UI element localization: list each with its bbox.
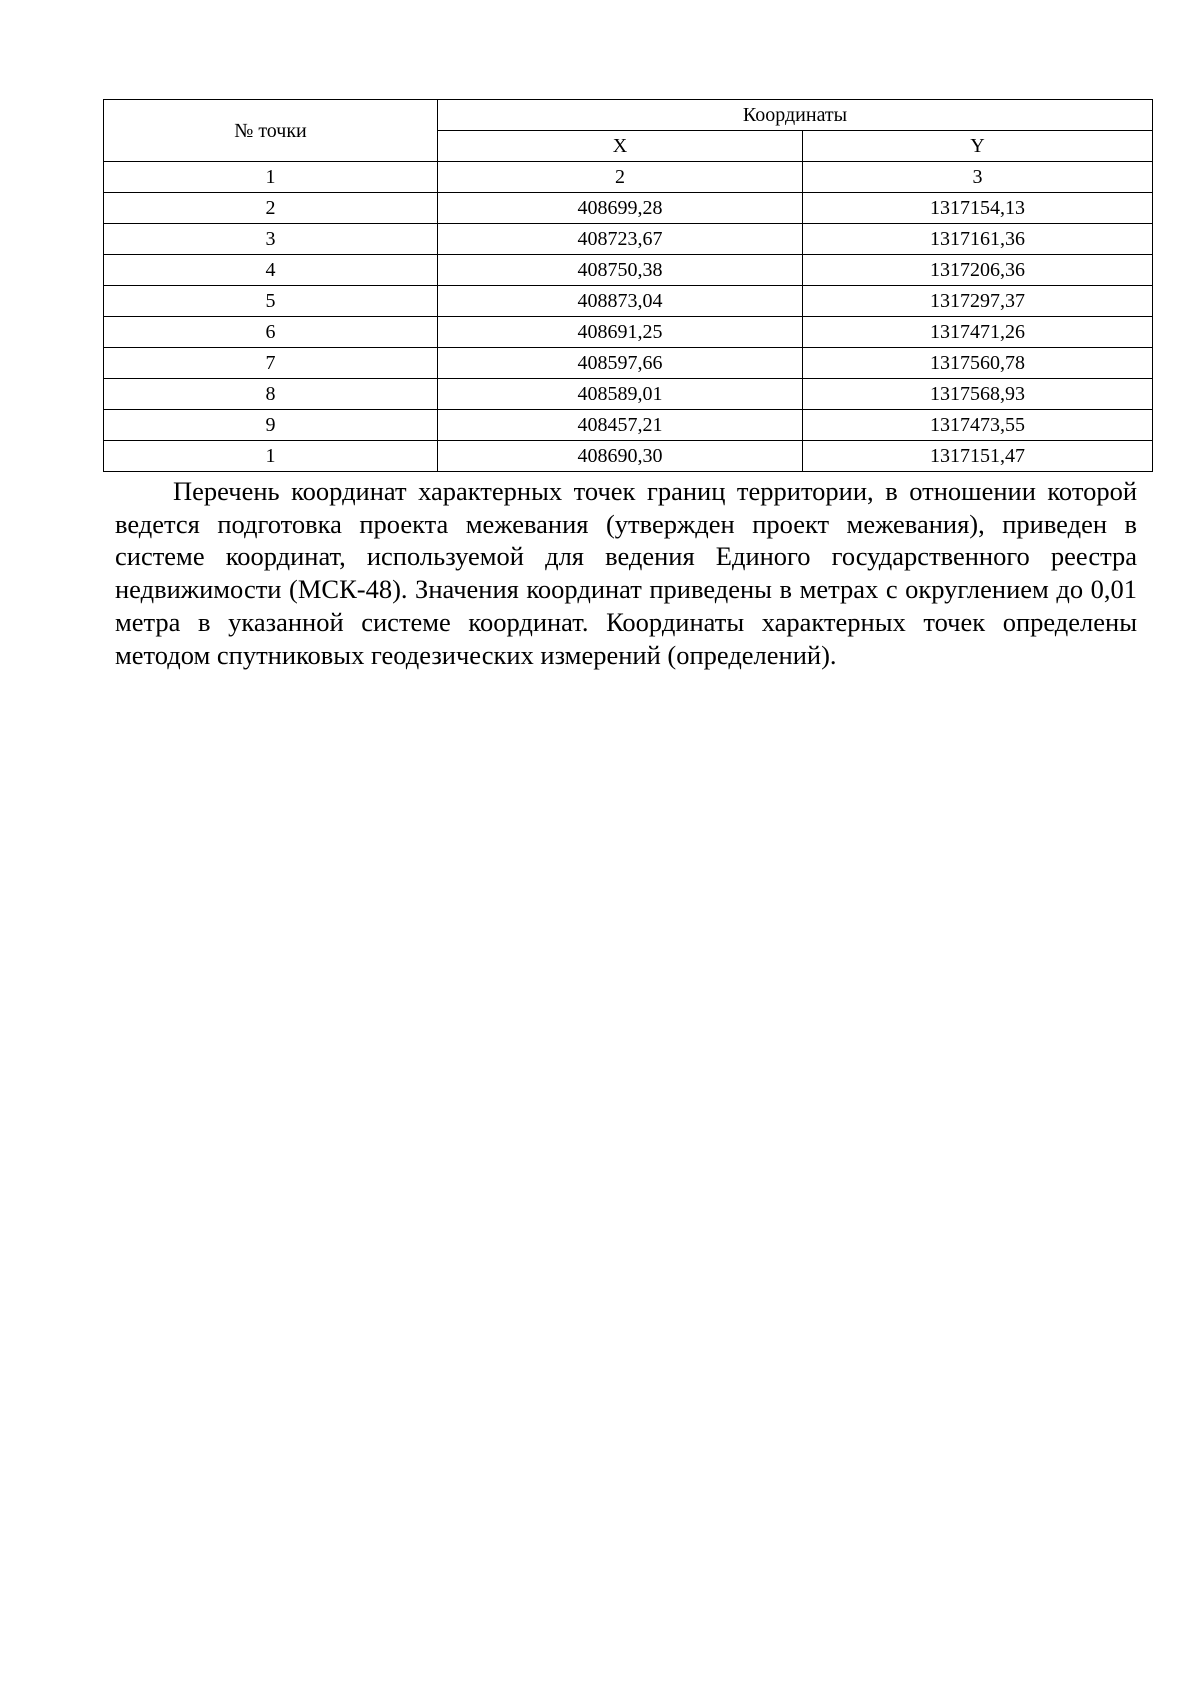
y-header: Y <box>803 131 1153 162</box>
y-cell: 1317471,26 <box>803 317 1153 348</box>
y-cell: 1317154,13 <box>803 193 1153 224</box>
point-cell: 7 <box>104 348 438 379</box>
point-cell: 6 <box>104 317 438 348</box>
point-cell: 9 <box>104 410 438 441</box>
point-cell: 2 <box>104 193 438 224</box>
table-row <box>104 193 1153 224</box>
y-cell: 1317151,47 <box>803 441 1153 472</box>
table-row <box>104 441 1153 472</box>
x-header: X <box>438 131 803 162</box>
point-cell: 5 <box>104 286 438 317</box>
y-cell: 1317161,36 <box>803 224 1153 255</box>
coordinates-header: Координаты <box>438 100 1153 131</box>
column-number: 2 <box>438 162 803 193</box>
point-cell: 4 <box>104 255 438 286</box>
x-cell: 408457,21 <box>438 410 803 441</box>
x-cell: 408723,67 <box>438 224 803 255</box>
table-row <box>104 286 1153 317</box>
column-number: 3 <box>803 162 1153 193</box>
x-cell: 408691,25 <box>438 317 803 348</box>
column-number: 1 <box>104 162 438 193</box>
y-cell: 1317568,93 <box>803 379 1153 410</box>
x-cell: 408690,30 <box>438 441 803 472</box>
x-cell: 408699,28 <box>438 193 803 224</box>
point-number-header: № точки <box>104 100 438 162</box>
table-row <box>104 410 1153 441</box>
coordinates-table <box>103 99 1153 472</box>
x-cell: 408750,38 <box>438 255 803 286</box>
table-row <box>104 255 1153 286</box>
coordinate-system-paragraph: Перечень координат характерных точек границ территории, в отношении которой ведется подготовка проекта межевания (утвержден проект межевания), приведен в системе координат, используемой для ведения Единого государственного реестра недвижимости (МСК-48). Значения координат приведены в метрах с округлением до 0,01 метра в указанной системе координат. Координаты характерных точек определены методом спутниковых геодезических измерений (определений). <box>115 476 1137 670</box>
y-cell: 1317560,78 <box>803 348 1153 379</box>
table-row <box>104 379 1153 410</box>
table-row <box>104 224 1153 255</box>
x-cell: 408589,01 <box>438 379 803 410</box>
x-cell: 408597,66 <box>438 348 803 379</box>
y-cell: 1317206,36 <box>803 255 1153 286</box>
table-row <box>104 317 1153 348</box>
point-cell: 3 <box>104 224 438 255</box>
x-cell: 408873,04 <box>438 286 803 317</box>
point-cell: 8 <box>104 379 438 410</box>
y-cell: 1317297,37 <box>803 286 1153 317</box>
y-cell: 1317473,55 <box>803 410 1153 441</box>
table-row <box>104 348 1153 379</box>
point-cell: 1 <box>104 441 438 472</box>
column-number-row <box>104 162 1153 193</box>
